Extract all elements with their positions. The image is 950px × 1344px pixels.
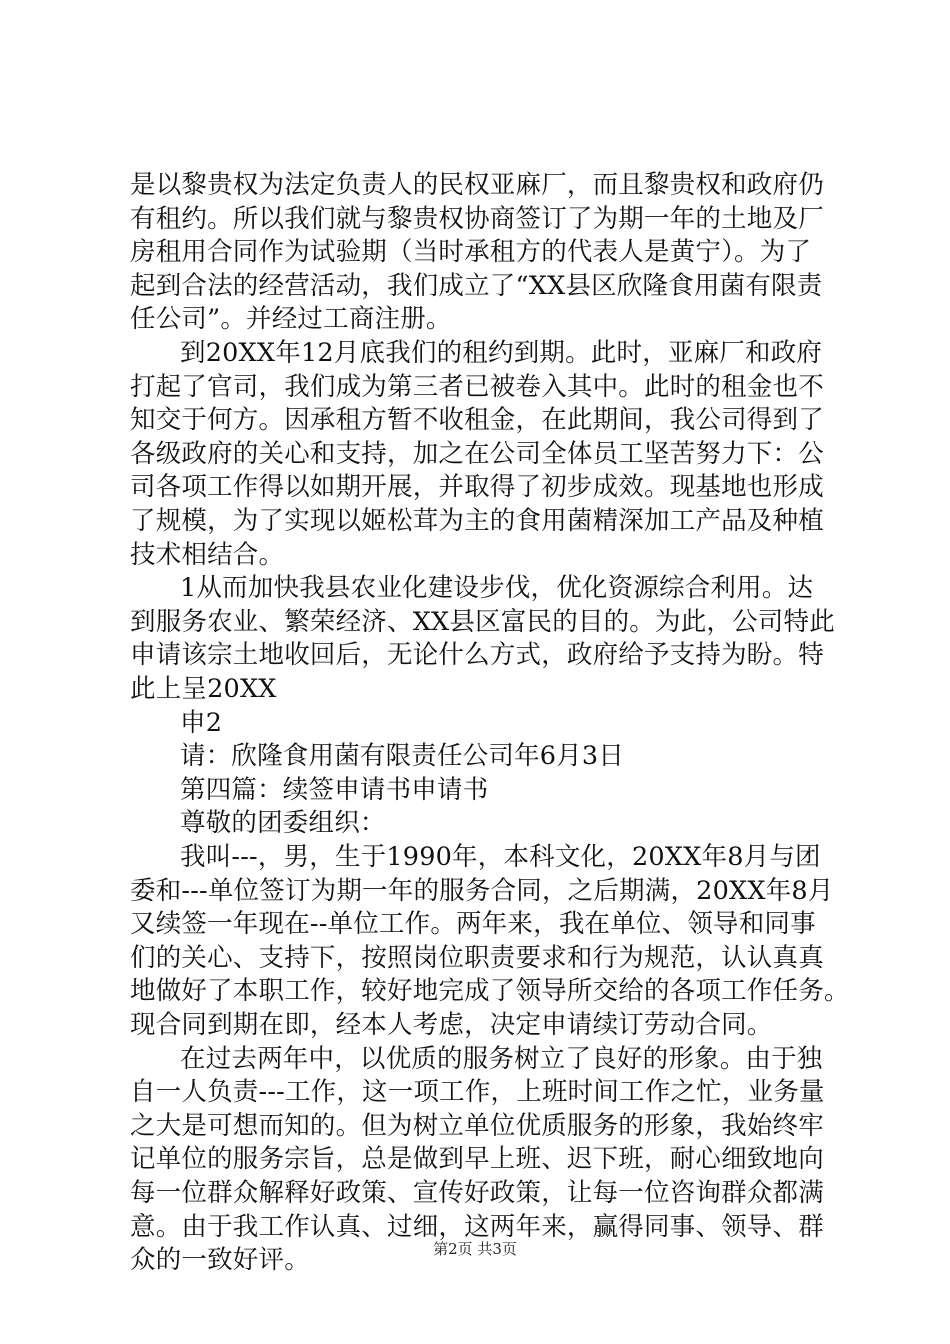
text-line: 知交于何方。因承租方暂不收租金，在此期间，我公司得到了: [130, 405, 824, 436]
text-line: 请：欣隆食用菌有限责任公司年6月3日: [180, 741, 625, 772]
text-line: 众的一致好评。: [130, 1245, 310, 1276]
section-heading: 第四篇：续签申请书申请书: [180, 774, 489, 805]
salutation: 尊敬的团委组织：: [180, 808, 386, 839]
text-line: 房租用合同作为试验期（当时承租方的代表人是黄宁）。为了: [130, 237, 812, 268]
page-footer: 第2页 共3页: [433, 1240, 517, 1258]
text-line: 起到合法的经营活动，我们成立了“XX县区欣隆食用菌有限责: [130, 270, 823, 301]
text-line: 地做好了本职工作，较好地完成了领导所交给的各项工作任务。: [130, 976, 850, 1007]
text-line: 到服务农业、繁荣经济、XX县区富民的目的。为此，公司特此: [130, 606, 835, 637]
text-line: 技术相结合。: [130, 539, 285, 570]
text-line: 记单位的服务宗旨，总是做到早上班、迟下班，耐心细致地向: [130, 1144, 824, 1175]
text-line: 了规模，为了实现以姬松茸为主的食用菌精深加工产品及种植: [130, 506, 824, 536]
text-line: 任公司”。并经过工商注册。: [130, 304, 452, 335]
text-line: 申2: [180, 707, 223, 738]
text-line: 又续签一年现在--单位工作。两年来，我在单位、领导和同事: [130, 909, 816, 940]
text-line: 意。由于我工作认真、过细，这两年来，赢得同事、领导、群: [130, 1211, 824, 1242]
text-line: 们的关心、支持下，按照岗位职责要求和行为规范，认认真真: [130, 942, 824, 973]
text-line: 委和---单位签订为期一年的服务合同，之后期满，20XX年8月: [130, 875, 834, 906]
text-line: 自一人负责---工作，这一项工作，上班时间工作之忙，业务量: [130, 1077, 825, 1108]
text-line: 在过去两年中，以优质的服务树立了良好的形象。由于独: [180, 1043, 823, 1074]
text-line: 1从而加快我县农业化建设步伐，优化资源综合利用。达: [180, 573, 814, 604]
text-line: 打起了官司，我们成为第三者已被卷入其中。此时的租金也不: [130, 371, 824, 402]
text-line: 现合同到期在即，经本人考虑，决定申请续订劳动合同。: [130, 1010, 773, 1040]
text-line: 申请该宗土地收回后，无论什么方式，政府给予支持为盼。特: [130, 640, 824, 671]
text-line: 有租约。所以我们就与黎贵权协商签订了为期一年的土地及厂: [130, 203, 824, 234]
text-line: 各级政府的关心和支持，加之在公司全体员工坚苦努力下：公: [130, 438, 824, 469]
text-line: 到20XX年12月底我们的租约到期。此时，亚麻厂和政府: [180, 338, 823, 368]
text-line: 是以黎贵权为法定负责人的民权亚麻厂，而且黎贵权和政府仍: [130, 170, 824, 200]
text-line: 每一位群众解释好政策、宣传好政策，让每一位咨询群众都满: [130, 1178, 824, 1208]
text-line: 司各项工作得以如期开展，并取得了初步成效。现基地也形成: [130, 472, 824, 503]
text-line: 我叫---，男，生于1990年，本科文化，20XX年8月与团: [180, 842, 821, 872]
text-line: 此上呈20XX: [130, 674, 277, 704]
text-line: 之大是可想而知的。但为树立单位优质服务的形象，我始终牢: [130, 1110, 824, 1141]
